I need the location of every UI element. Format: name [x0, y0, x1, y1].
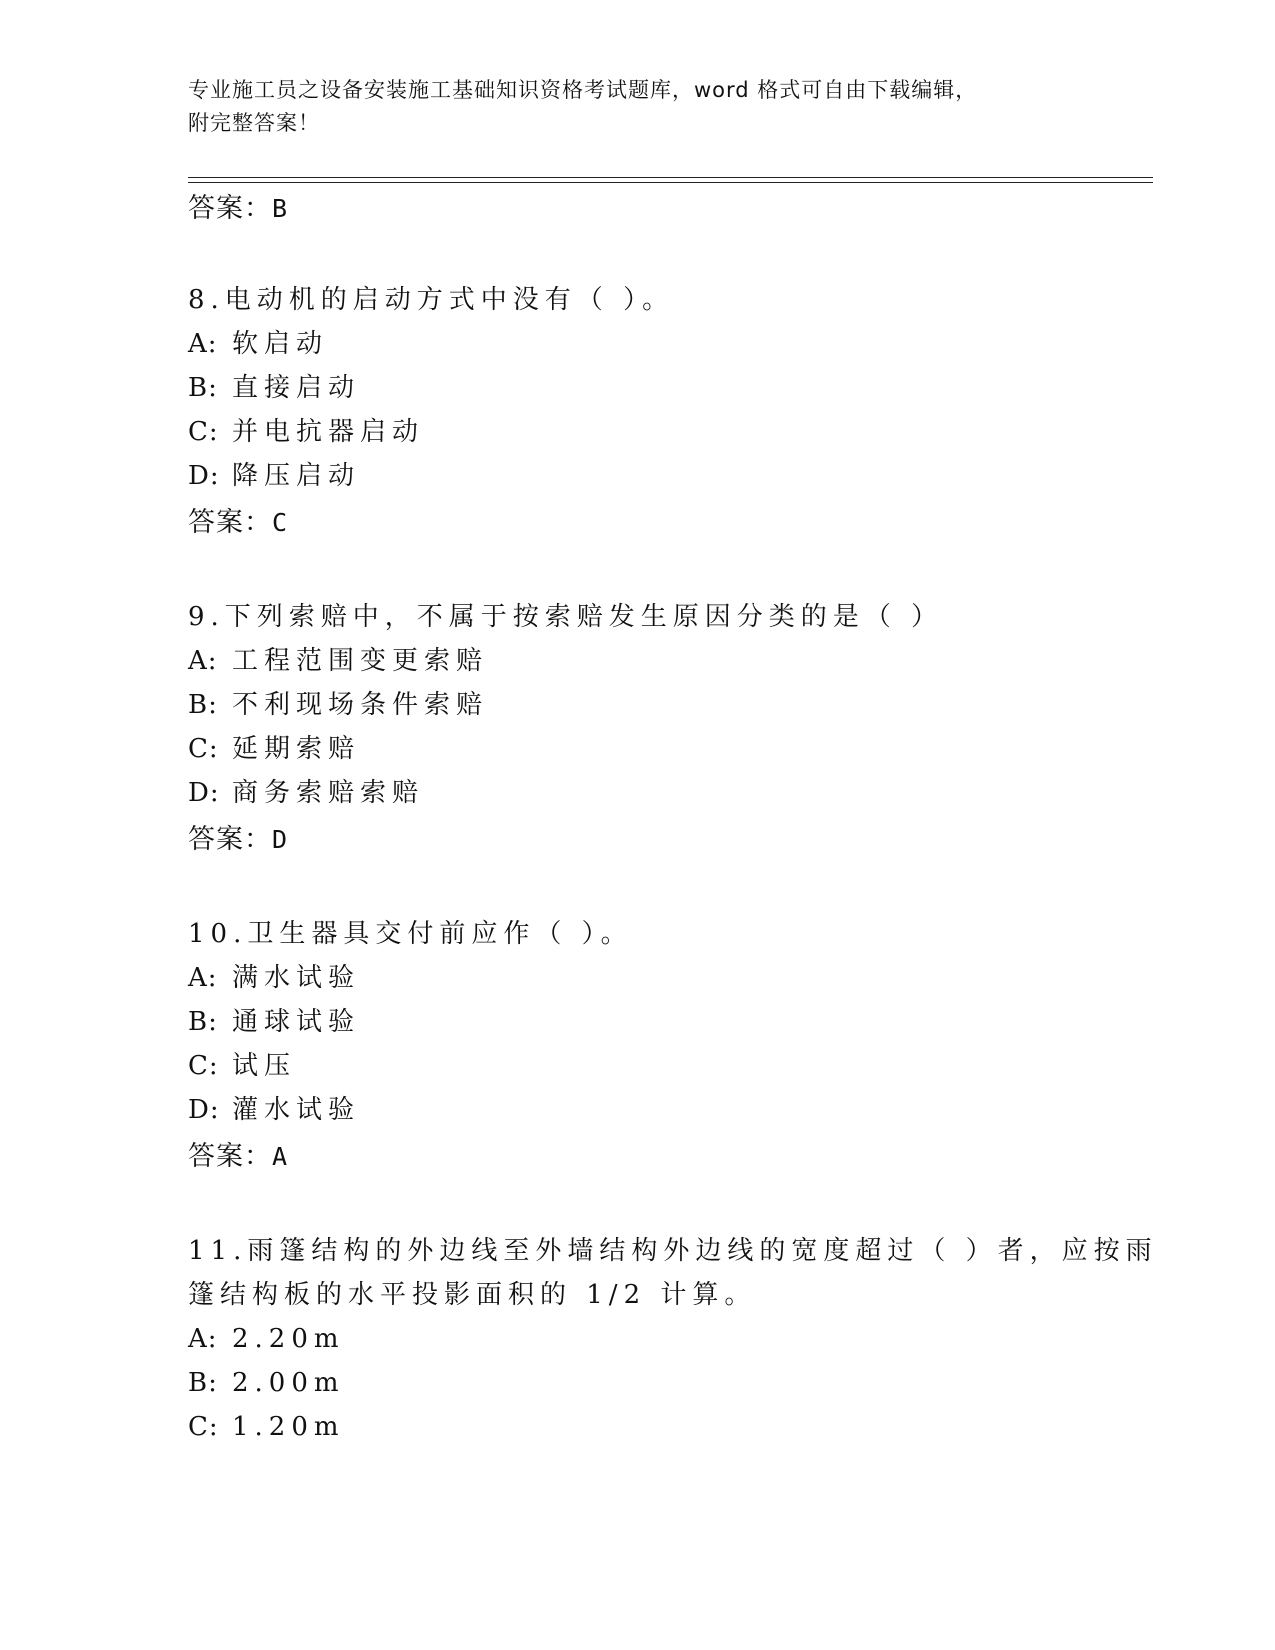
option-label: C: — [188, 1412, 219, 1442]
question-10-option-a — [188, 961, 360, 995]
option-label: D: — [188, 461, 220, 491]
option-label: A: — [188, 646, 218, 676]
question-9-answer — [188, 823, 288, 857]
document-header — [188, 74, 1088, 140]
option-text: 不利现场条件索赔 — [232, 690, 489, 720]
option-text: 满水试验 — [232, 963, 361, 993]
option-label: C: — [188, 417, 219, 447]
option-label: B: — [188, 373, 218, 403]
option-text: 软启动 — [232, 329, 329, 359]
option-label: D: — [188, 1095, 220, 1125]
question-8-answer — [188, 506, 288, 540]
option-text: 商务索赔索赔 — [232, 778, 425, 808]
option-label: D: — [188, 778, 220, 808]
question-11-option-a — [188, 1322, 345, 1356]
question-9-option-b — [188, 688, 488, 722]
answer-value: D — [272, 825, 289, 854]
question-9-option-c — [188, 732, 360, 766]
question-11-stem-line-2: 篷结构板的水平投影面积的 1/2 计算。 — [188, 1280, 757, 1310]
question-8-option-d — [188, 459, 360, 493]
answer-value: B — [272, 194, 289, 223]
option-text: 通球试验 — [232, 1007, 361, 1037]
question-9-stem: 9.下列索赔中，不属于按索赔发生原因分类的是（ ） — [188, 602, 944, 632]
question-8-option-b — [188, 371, 360, 405]
option-text: 并电抗器启动 — [232, 417, 425, 447]
answer-value: A — [272, 1142, 289, 1171]
option-label: A: — [188, 1324, 218, 1354]
option-label: A: — [188, 963, 218, 993]
question-9-option-d — [188, 776, 424, 810]
option-text: 直接启动 — [232, 373, 361, 403]
header-rule-bottom — [188, 182, 1153, 183]
question-11-option-c — [188, 1410, 345, 1444]
option-text: 降压启动 — [232, 461, 361, 491]
option-label: B: — [188, 690, 218, 720]
question-10-option-d — [188, 1093, 360, 1127]
answer-label: 答案： — [188, 1141, 272, 1172]
question-9-option-a — [188, 644, 488, 678]
question-10-option-b — [188, 1005, 360, 1039]
option-text: 灌水试验 — [232, 1095, 361, 1125]
option-label: B: — [188, 1368, 218, 1398]
question-11-option-b — [188, 1366, 345, 1400]
question-8-option-a — [188, 327, 328, 361]
option-label: C: — [188, 1051, 219, 1081]
option-text: 工程范围变更索赔 — [232, 646, 489, 676]
option-label: B: — [188, 1007, 218, 1037]
answer-value: C — [272, 508, 289, 537]
question-8-stem: 8.电动机的启动方式中没有（ ）。 — [188, 285, 675, 315]
header-rule-top — [188, 177, 1153, 178]
header-line-1: 专业施工员之设备安装施工基础知识资格考试题库，word 格式可自由下载编辑， — [188, 78, 978, 102]
question-11-stem-line-1: 11.雨篷结构的外边线至外墙结构外边线的宽度超过（ ）者，应按雨 — [188, 1236, 1158, 1266]
answer-label: 答案： — [188, 507, 272, 538]
answer-label: 答案： — [188, 193, 272, 224]
option-text: 延期索赔 — [232, 734, 361, 764]
answer-prev — [188, 192, 288, 226]
question-10-stem: 10.卫生器具交付前应作（ ）。 — [188, 919, 633, 949]
option-text: 2.00m — [232, 1368, 345, 1398]
header-line-2: 附完整答案！ — [188, 111, 320, 135]
option-label: A: — [188, 329, 218, 359]
option-text: 试压 — [232, 1051, 297, 1081]
question-8-option-c — [188, 415, 424, 449]
option-text: 2.20m — [232, 1324, 345, 1354]
option-text: 1.20m — [232, 1412, 345, 1442]
option-label: C: — [188, 734, 219, 764]
question-10-answer — [188, 1140, 288, 1174]
answer-label: 答案： — [188, 824, 272, 855]
question-10-option-c — [188, 1049, 296, 1083]
